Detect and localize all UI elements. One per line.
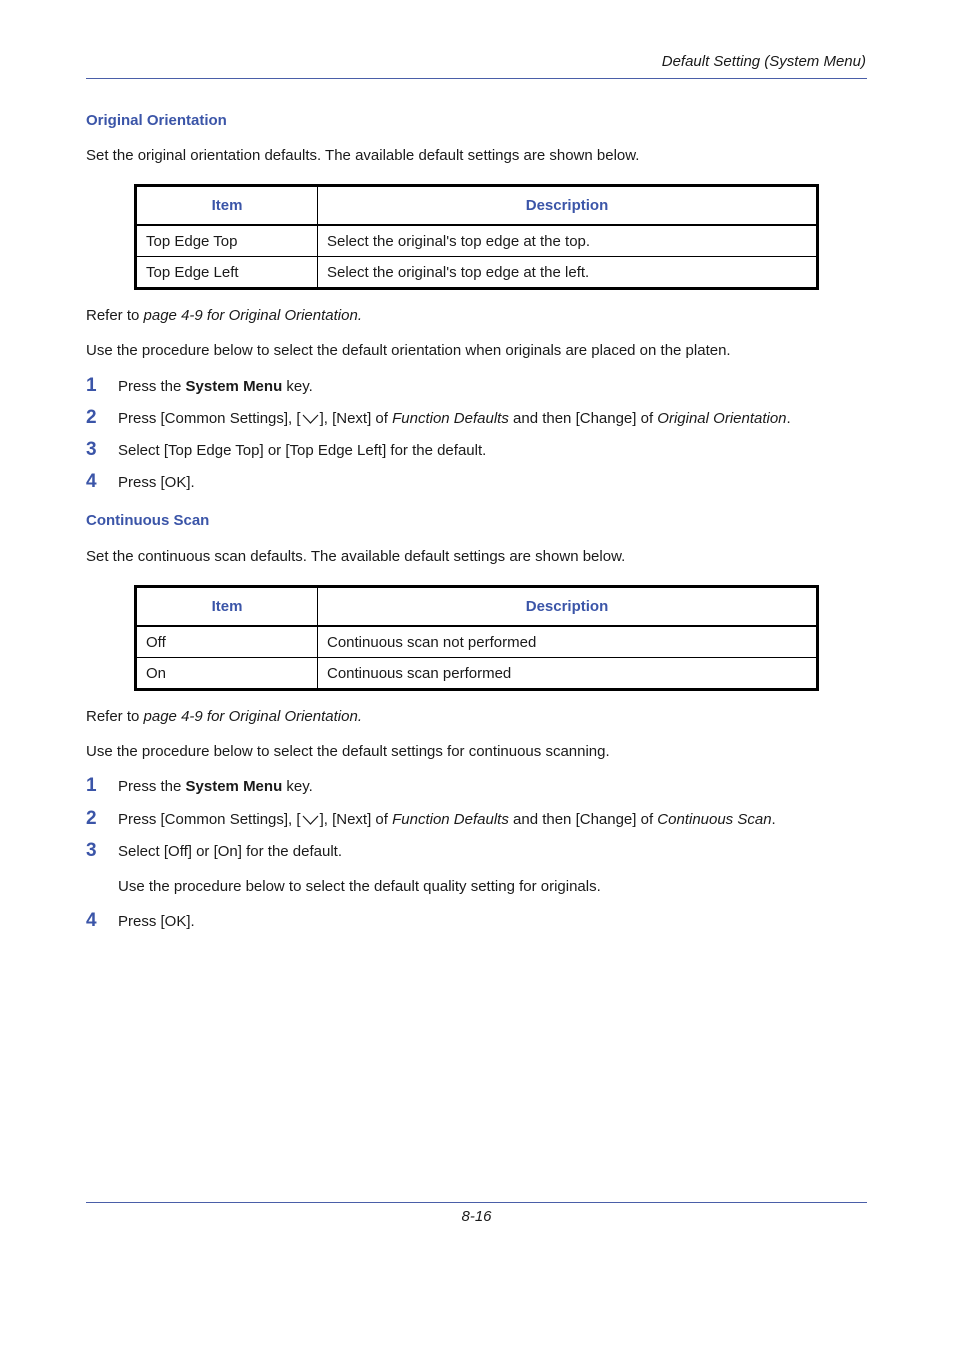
page-reference-link[interactable]: page 4-9 for Original Orientation. (143, 307, 362, 324)
section1-intro: Set the original orientation defaults. The available default settings are shown below. (86, 147, 640, 164)
table-row (136, 658, 818, 690)
step-number: 3 (86, 840, 97, 861)
orientation-settings-table (134, 184, 819, 290)
section1-procedure-intro: Use the procedure below to select the default orientation when originals are placed on the platen. (86, 342, 731, 359)
table-cell-item: Top Edge Left (136, 257, 318, 289)
step-number: 3 (86, 439, 97, 460)
section-title-original-orientation: Original Orientation (86, 112, 227, 129)
table-cell-description: Continuous scan not performed (318, 626, 818, 658)
page-number: 8-16 (461, 1208, 492, 1225)
step-text: Select [Top Edge Top] or [Top Edge Left] for the default. (118, 442, 487, 459)
step-text: Press [OK]. (118, 913, 195, 930)
header-rule (86, 78, 867, 79)
table-header-description: Description (318, 587, 818, 627)
step-number: 4 (86, 910, 97, 931)
running-header: Default Setting (System Menu) (661, 53, 866, 70)
table-row (136, 257, 818, 289)
section2-intro: Set the continuous scan defaults. The available default settings are shown below. (86, 548, 626, 565)
table-cell-item: Off (136, 626, 318, 658)
table-cell-item: On (136, 658, 318, 690)
table-header-item: Item (136, 587, 318, 627)
table-cell-description: Select the original's top edge at the left. (318, 257, 818, 289)
section2-procedure-intro: Use the procedure below to select the default settings for continuous scanning. (86, 743, 610, 760)
step-number: 2 (86, 808, 97, 829)
table-cell-description: Continuous scan performed (318, 658, 818, 690)
continuous-scan-settings-table (134, 585, 819, 691)
table-cell-description: Select the original's top edge at the top. (318, 225, 818, 257)
table-cell-item: Top Edge Top (136, 225, 318, 257)
chevron-down-icon (302, 414, 319, 424)
step-text: Select [Off] or [On] for the default. (118, 843, 343, 860)
table-row (136, 225, 818, 257)
step-text: Press [Common Settings], [ ], [Next] of Function Defaults and then [Change] of Continuous Scan. (118, 811, 776, 828)
footer-rule (86, 1202, 867, 1203)
table-header-description: Description (318, 186, 818, 226)
table-row (136, 626, 818, 658)
page-reference-link[interactable]: page 4-9 for Original Orientation. (143, 708, 362, 725)
step-text: Press [OK]. (118, 474, 195, 491)
chevron-down-icon (302, 815, 319, 825)
step-text: Press [Common Settings], [ ], [Next] of Function Defaults and then [Change] of Original Orientation. (118, 410, 791, 427)
table-header-item: Item (136, 186, 318, 226)
step-text: Press the System Menu key. (118, 778, 313, 795)
step-number: 4 (86, 471, 97, 492)
step-number: 1 (86, 375, 97, 396)
step-text: Press the System Menu key. (118, 378, 313, 395)
section1-reference: Refer to page 4-9 for Original Orientation. (86, 307, 362, 324)
section-title-continuous-scan: Continuous Scan (86, 512, 210, 529)
step-number: 2 (86, 407, 97, 428)
step-number: 1 (86, 775, 97, 796)
section2-reference: Refer to page 4-9 for Original Orientation. (86, 708, 362, 725)
step-note: Use the procedure below to select the default quality setting for originals. (118, 878, 601, 895)
